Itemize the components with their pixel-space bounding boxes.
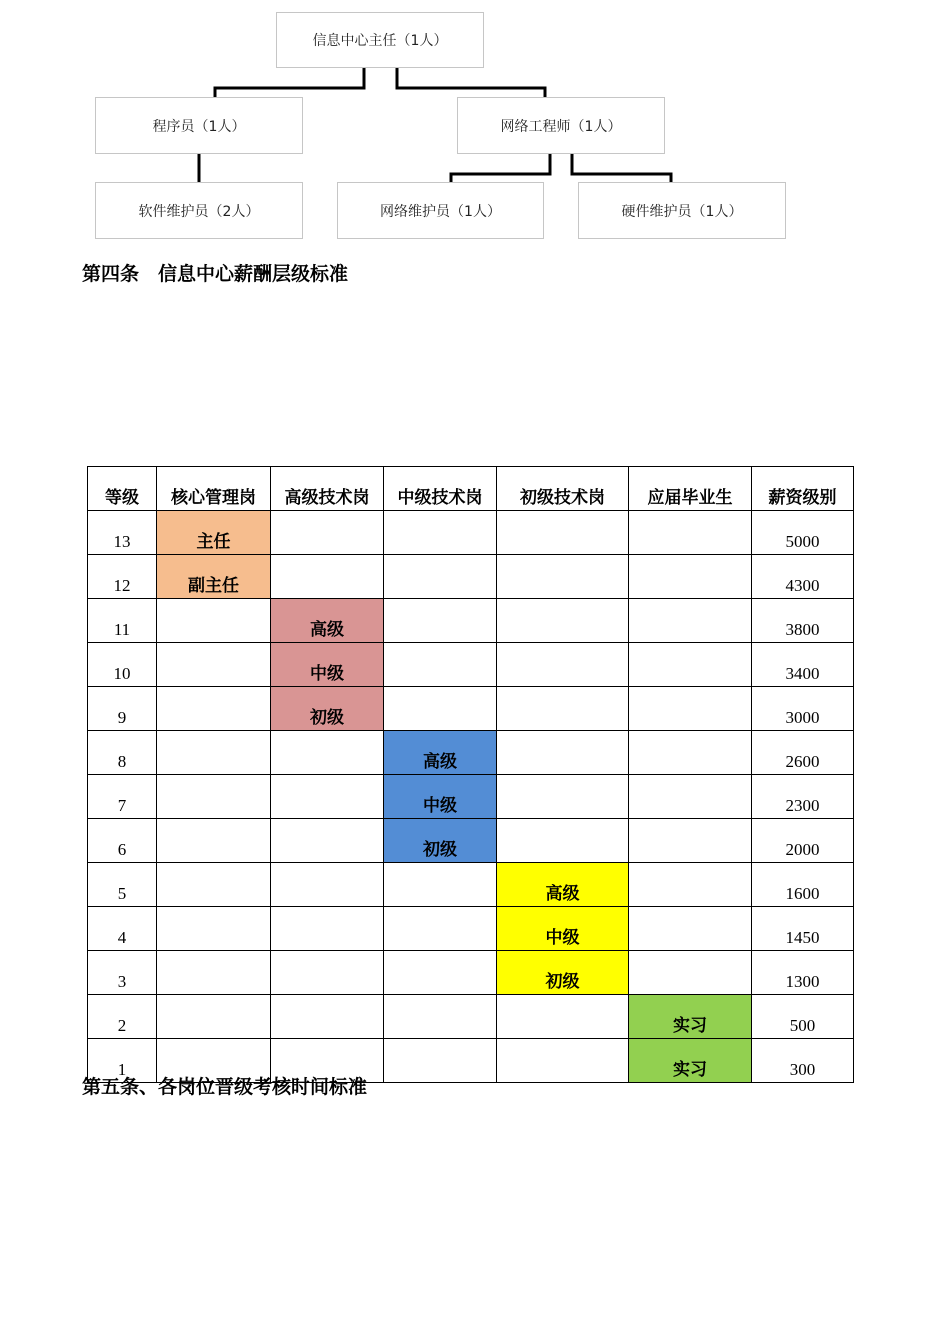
band-cell-middle: 初级 [384,819,497,863]
table-row [88,775,854,819]
empty-cell [497,643,629,687]
salary-cell: 1300 [752,951,854,995]
salary-cell: 3400 [752,643,854,687]
org-box-label: 软件维护员（2人） [138,203,260,220]
band-cell-graduate: 实习 [629,1039,752,1083]
band-cell-junior: 初级 [497,951,629,995]
empty-cell [629,731,752,775]
salary-grade-table [87,466,854,1083]
empty-cell [497,995,629,1039]
band-cell-middle: 高级 [384,731,497,775]
article5-heading: 第五条、各岗位晋级考核时间标准 [82,1076,368,1098]
salary-cell: 3800 [752,599,854,643]
grade-level-cell: 12 [88,555,157,599]
empty-cell [497,819,629,863]
table-row [88,819,854,863]
column-header: 高级技术岗 [271,467,384,511]
band-cell-middle: 中级 [384,775,497,819]
empty-cell [271,511,384,555]
org-box-hardware-maintainer [578,182,786,239]
band-cell-junior: 高级 [497,863,629,907]
empty-cell [497,555,629,599]
table-row [88,951,854,995]
empty-cell [157,863,271,907]
empty-cell [271,775,384,819]
article4-heading: 第四条 信息中心薪酬层级标准 [82,263,349,285]
band-cell-core: 主任 [157,511,271,555]
connector-director-programmer [215,68,364,98]
empty-cell [497,687,629,731]
table-row [88,643,854,687]
empty-cell [384,951,497,995]
table-header-row [88,467,854,511]
org-box-label: 信息中心主任（1人） [312,33,448,49]
empty-cell [384,907,497,951]
empty-cell [629,951,752,995]
band-cell-senior: 高级 [271,599,384,643]
empty-cell [384,863,497,907]
empty-cell [271,995,384,1039]
band-cell-senior: 初级 [271,687,384,731]
empty-cell [157,687,271,731]
empty-cell [629,907,752,951]
column-header: 中级技术岗 [384,467,497,511]
connector-director-network-engineer [397,68,545,98]
grade-level-cell: 10 [88,643,157,687]
table-row [88,907,854,951]
empty-cell [384,599,497,643]
empty-cell [497,599,629,643]
empty-cell [384,555,497,599]
grade-level-cell: 2 [88,995,157,1039]
table-row [88,731,854,775]
salary-cell: 1600 [752,863,854,907]
band-cell-senior: 中级 [271,643,384,687]
grade-level-cell: 3 [88,951,157,995]
empty-cell [157,907,271,951]
column-header: 核心管理岗 [157,467,271,511]
salary-cell: 2300 [752,775,854,819]
grade-level-cell: 1 [88,1039,157,1083]
empty-cell [157,599,271,643]
empty-cell [497,775,629,819]
table-row [88,511,854,555]
org-box-label: 网络工程师（1人） [500,118,622,135]
grade-level-cell: 6 [88,819,157,863]
salary-cell: 2600 [752,731,854,775]
salary-cell: 500 [752,995,854,1039]
salary-cell: 2000 [752,819,854,863]
empty-cell [271,907,384,951]
empty-cell [157,819,271,863]
connector-engineer-network-maint [451,154,550,183]
org-box-label: 程序员（1人） [152,118,246,135]
empty-cell [157,775,271,819]
empty-cell [157,951,271,995]
empty-cell [271,863,384,907]
band-cell-graduate: 实习 [629,995,752,1039]
empty-cell [497,511,629,555]
empty-cell [384,995,497,1039]
empty-cell [271,555,384,599]
table-body [88,511,854,1083]
table-row [88,599,854,643]
empty-cell [629,687,752,731]
empty-cell [497,731,629,775]
org-box-programmer [95,97,303,154]
grade-level-cell: 7 [88,775,157,819]
band-cell-junior: 中级 [497,907,629,951]
org-box-label: 网络维护员（1人） [380,203,501,220]
salary-cell: 300 [752,1039,854,1083]
grade-level-cell: 4 [88,907,157,951]
table-row [88,555,854,599]
salary-cell: 4300 [752,555,854,599]
empty-cell [629,599,752,643]
empty-cell [271,731,384,775]
empty-cell [497,1039,629,1083]
empty-cell [629,511,752,555]
column-header: 等级 [88,467,157,511]
empty-cell [271,951,384,995]
empty-cell [384,687,497,731]
org-box-software-maintainer [95,182,303,239]
org-box-label: 硬件维护员（1人） [621,203,743,220]
column-header: 薪资级别 [752,467,854,511]
grade-level-cell: 8 [88,731,157,775]
salary-cell: 5000 [752,511,854,555]
salary-cell: 3000 [752,687,854,731]
org-box-director [276,12,484,68]
empty-cell [157,643,271,687]
grade-level-cell: 5 [88,863,157,907]
band-cell-core: 副主任 [157,555,271,599]
table-row [88,995,854,1039]
empty-cell [629,555,752,599]
empty-cell [384,643,497,687]
empty-cell [629,775,752,819]
org-chart [0,0,950,250]
column-header: 初级技术岗 [497,467,629,511]
empty-cell [629,863,752,907]
connector-engineer-hardware-maint [572,154,671,183]
org-box-network-maintainer [337,182,544,239]
grade-level-cell: 13 [88,511,157,555]
empty-cell [271,819,384,863]
salary-cell: 1450 [752,907,854,951]
empty-cell [157,731,271,775]
empty-cell [157,995,271,1039]
empty-cell [384,511,497,555]
empty-cell [384,1039,497,1083]
grade-level-cell: 11 [88,599,157,643]
column-header: 应届毕业生 [629,467,752,511]
table-row [88,687,854,731]
org-box-network-engineer [457,97,665,154]
grade-level-cell: 9 [88,687,157,731]
empty-cell [629,819,752,863]
table-row [88,863,854,907]
empty-cell [629,643,752,687]
